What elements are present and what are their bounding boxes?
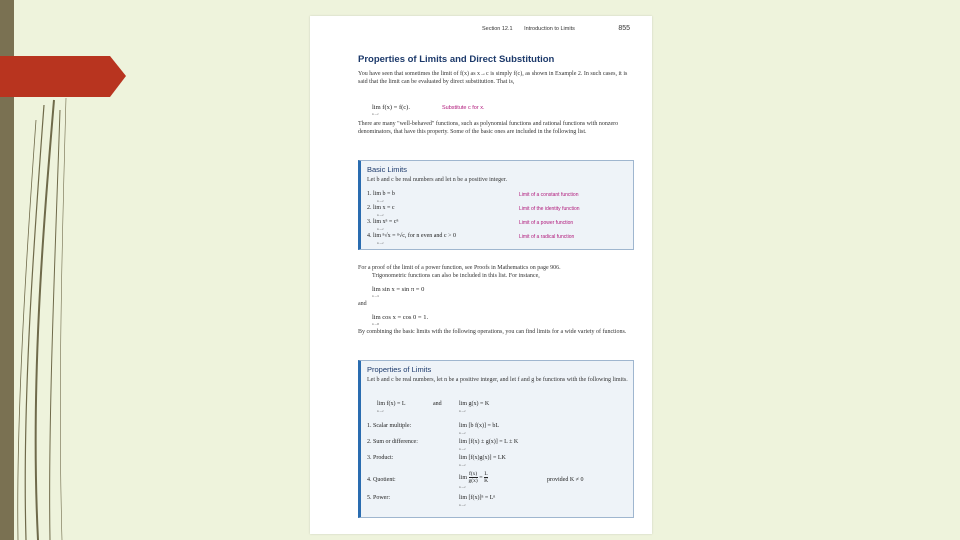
quotient-result: $\frac{L}{K}$: [484, 471, 489, 484]
basic-limit-sub: x→c: [377, 241, 384, 245]
properties-intro: Let b and c be real numbers, let n be a positive integer, and let f and g be functions with the following limits.: [367, 377, 628, 383]
basic-limit-sub: x→c: [377, 227, 384, 231]
given-and: and: [433, 401, 442, 407]
basic-limit-item: 3. lim xⁿ = cⁿ: [367, 219, 399, 225]
given-g-limit: lim g(x) = K: [459, 401, 490, 407]
property-formula: lim [b f(x)] = bL: [459, 423, 500, 429]
property-name: 2. Sum or difference:: [367, 439, 418, 445]
quotient-formula: [459, 471, 488, 484]
given-f-sub: x→c: [377, 409, 384, 413]
properties-box: [358, 360, 634, 518]
property-sub: x→c: [459, 463, 466, 467]
and-word: and: [358, 301, 367, 307]
quotient-lim: lim: [459, 474, 468, 481]
quotient-condition: provided K ≠ 0: [547, 477, 584, 483]
basic-limit-item: 4. lim ⁿ√x = ⁿ√c, for n even and c > 0: [367, 233, 456, 239]
property-formula: lim [f(x)]ⁿ = Lⁿ: [459, 495, 496, 501]
basic-limit-label: Limit of a radical function: [519, 234, 575, 240]
property-formula: lim [f(x)g(x)] = LK: [459, 455, 506, 461]
decorative-swoosh: [0, 0, 140, 540]
quotient-equals: =: [479, 474, 483, 481]
trig-limit-sin-sub: x→π: [372, 294, 380, 298]
basic-limit-label: Limit of the identity function: [519, 206, 580, 212]
property-name: 4. Quotient:: [367, 477, 396, 483]
property-sub: x→c: [459, 431, 466, 435]
trig-limit-sin: lim sin x = sin π = 0: [372, 286, 425, 293]
basic-limit-sub: x→c: [377, 199, 384, 203]
paragraph-4: By combining the basic limits with the following operations, you can find limits for a wide variety of functions.: [358, 329, 627, 335]
property-formula: lim [f(x) ± g(x)] = L ± K: [459, 439, 519, 445]
intro-paragraph: You have seen that sometimes the limit of f(x) as x→c is simply f(c), as shown in Example 2. In such cases, it is said that the limit can be evaluated by direct substitution. That is,: [358, 71, 628, 85]
property-sub: x→c: [459, 447, 466, 451]
running-header: [482, 26, 585, 32]
given-g-sub: x→c: [459, 409, 466, 413]
quotient-fraction: $\frac{f(x)}{g(x)}$: [468, 471, 478, 484]
property-sub: x→c: [459, 485, 466, 489]
section-title: Introduction to Limits: [524, 26, 575, 32]
direct-sub-formula: lim f(x) = f(c).: [372, 104, 410, 111]
direct-sub-note: Substitute c for x.: [442, 105, 485, 111]
basic-limit-label: Limit of a constant function: [519, 192, 579, 198]
trig-limit-cos: lim cos x = cos 0 = 1.: [372, 314, 429, 321]
basic-limit-item: 2. lim x = c: [367, 205, 395, 211]
basic-limit-sub: x→c: [377, 213, 384, 217]
paragraph-3b: Trigonometric functions can also be included in this list. For instance,: [372, 273, 540, 279]
basic-limits-title: Basic Limits: [367, 165, 408, 174]
properties-title: Properties of Limits: [367, 365, 432, 374]
paragraph-2: There are many "well-behaved" functions, such as polynomial functions and rational functions with nonzero denominators, that have this property. Some of the basic ones are included in the following list.: [358, 121, 619, 135]
textbook-page: [310, 16, 652, 534]
basic-limits-intro: Let b and c be real numbers and let n be a positive integer.: [367, 177, 507, 183]
given-f-limit: lim f(x) = L: [377, 401, 406, 407]
basic-limits-box: [358, 160, 634, 250]
page-title: Properties of Limits and Direct Substitution: [358, 54, 555, 65]
direct-sub-limit: x→c: [372, 112, 379, 116]
property-sub: x→c: [459, 503, 466, 507]
basic-limit-item: 1. lim b = b: [367, 191, 395, 197]
property-name: 3. Product:: [367, 455, 394, 461]
trig-limit-cos-sub: x→0: [372, 322, 379, 326]
paragraph-3: For a proof of the limit of a power function, see Proofs in Mathematics on page 906.: [358, 265, 561, 271]
property-name: 1. Scalar multiple:: [367, 423, 412, 429]
section-number: Section 12.1: [482, 26, 513, 32]
property-name: 5. Power:: [367, 495, 390, 501]
page-number: 855: [618, 25, 630, 32]
basic-limit-label: Limit of a power function: [519, 220, 574, 226]
